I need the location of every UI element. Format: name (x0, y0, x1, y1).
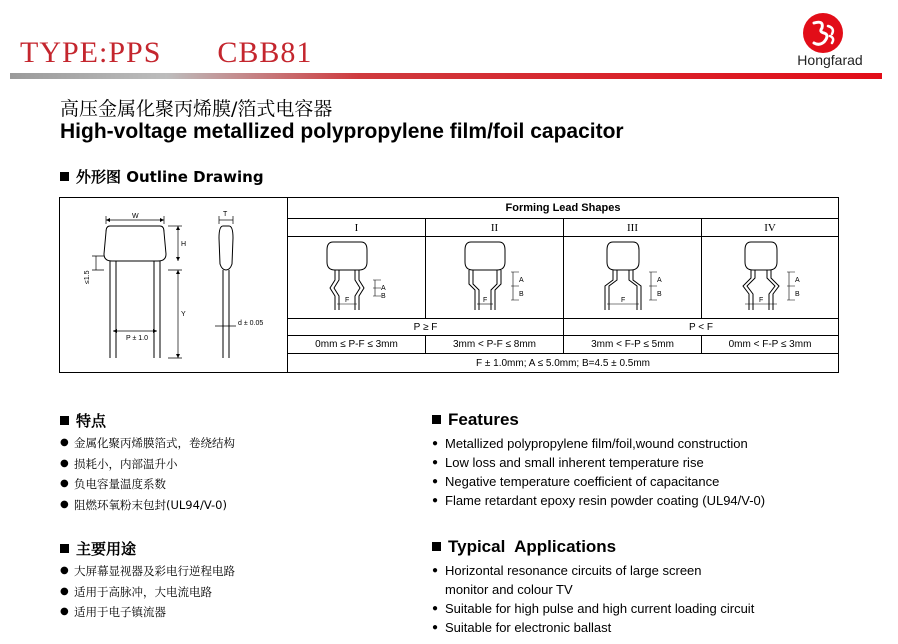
capacitor-outline-drawing (60, 198, 287, 372)
bullet-dot-icon: ● (432, 495, 439, 506)
list-item: ● 大屏幕显视器及彩电行逆程电路 (60, 561, 235, 582)
lead-shape-3 (605, 242, 657, 310)
brand-logo (782, 12, 878, 72)
list-item: ● Flame retardant epoxy resin powder coating (UL94/V-0) (432, 493, 766, 508)
label-w: W (132, 213, 139, 220)
shape-2-label-b: B (519, 291, 524, 298)
forming-lead-shape-drawings (287, 236, 838, 318)
condition-p-lt-f: P < F (563, 318, 838, 335)
shape-1-label-f: F (345, 297, 350, 304)
lead-shape-2 (465, 242, 519, 310)
list-item: ● Suitable for high pulse and high current loading circuit (432, 601, 755, 616)
bullet-dot-icon: ● (432, 565, 439, 576)
bullet-dot-icon: ● (432, 438, 439, 449)
range-2: 3mm < P-F ≤ 8mm (425, 335, 563, 353)
list-item: ● 负电容量温度系数 (60, 474, 235, 495)
table-footer-note: F ± 1.0mm; A ≤ 5.0mm; B=4.5 ± 0.5mm (287, 353, 838, 372)
brand-name: Hongfarad (797, 52, 863, 68)
applications-cn-heading-text: 主要用途 (76, 540, 137, 558)
applications-cn-list (60, 561, 235, 623)
title-chinese: 高压金属化聚丙烯膜/箔式电容器 (60, 98, 333, 120)
features-en-list (432, 434, 765, 510)
type-title (20, 36, 312, 70)
bullet-dot-icon: ● (60, 565, 69, 576)
label-lead-gap: ≤1.5 (84, 270, 91, 284)
shape-4-label-f: F (759, 297, 764, 304)
shape-label-2: II (425, 218, 563, 236)
bullet-dot-icon: ● (60, 437, 69, 448)
list-item: ● Negative temperature coefficient of capacitance (432, 474, 720, 489)
shape-1-label-a: A (381, 285, 386, 292)
square-bullet-icon (60, 172, 69, 181)
outline-drawing-heading-text: 外形图 Outline Drawing (76, 168, 264, 186)
outline-drawing-heading (60, 166, 264, 187)
forming-lead-shapes-table (287, 198, 838, 372)
bullet-dot-icon: ● (60, 498, 69, 510)
features-cn-heading-text: 特点 (76, 412, 107, 430)
square-bullet-icon (60, 416, 69, 425)
features-en-heading (432, 410, 519, 430)
bullet-dot-icon: ● (432, 622, 439, 633)
bullet-dot-icon: ● (432, 603, 439, 614)
list-item: ● 金属化聚丙烯膜箔式，卷绕结构 (60, 433, 235, 454)
shape-4-label-a: A (795, 277, 800, 284)
applications-en-heading (432, 537, 616, 557)
bullet-dot-icon: ● (60, 457, 69, 469)
brand-logo-icon (802, 12, 844, 54)
type-label: TYPE:PPS (20, 36, 162, 69)
title-english: High-voltage metallized polypropylene film/foil capacitor (60, 120, 624, 143)
shape-label-1: I (287, 218, 425, 236)
list-item: ● Suitable for electronic ballast (432, 620, 612, 635)
list-item: ● 适用于高脉冲，大电流电路 (60, 582, 235, 603)
bullet-dot-icon: ● (60, 478, 69, 489)
list-item: ● 损耗小，内部温升小 (60, 454, 235, 475)
features-cn-list (60, 433, 235, 515)
list-item: monitor and colour TV (445, 582, 573, 597)
shape-3-label-f: F (621, 297, 626, 304)
list-item: ● Horizontal resonance circuits of large screen (432, 563, 702, 578)
shape-4-label-b: B (795, 291, 800, 298)
shape-label-3: III (563, 218, 701, 236)
label-y: Y (181, 311, 186, 318)
shape-3-label-a: A (657, 277, 662, 284)
range-3: 3mm < F-P ≤ 5mm (563, 335, 701, 353)
shape-3-label-b: B (657, 291, 662, 298)
shape-2-label-a: A (519, 277, 524, 284)
shape-1-label-b: B (381, 293, 386, 300)
condition-p-ge-f: P ≥ F (287, 318, 563, 335)
list-item: ● 阻燃环氧粉末包封(UL94/V-0) (60, 495, 235, 516)
bullet-dot-icon: ● (60, 606, 69, 617)
label-t: T (223, 211, 228, 218)
shape-2-label-f: F (483, 297, 488, 304)
bullet-dot-icon: ● (432, 457, 439, 468)
list-item: ● 适用于电子镇流器 (60, 602, 235, 623)
shape-label-4: IV (701, 218, 838, 236)
list-item: ● Low loss and small inherent temperature rise (432, 455, 704, 470)
bullet-dot-icon: ● (432, 476, 439, 487)
range-4: 0mm < F-P ≤ 3mm (701, 335, 838, 353)
features-en-heading-text: Features (448, 410, 519, 429)
features-cn-heading (60, 410, 106, 431)
applications-en-list (432, 561, 754, 637)
lead-shape-4 (743, 242, 795, 310)
square-bullet-icon (432, 415, 441, 424)
square-bullet-icon (432, 542, 441, 551)
label-d: d ± 0.05 (238, 320, 264, 327)
header-divider-bar (10, 73, 882, 79)
list-item: ● Metallized polypropylene film/foil,wound construction (432, 436, 748, 451)
square-bullet-icon (60, 544, 69, 553)
range-1: 0mm ≤ P-F ≤ 3mm (287, 335, 425, 353)
label-p: P ± 1.0 (126, 335, 149, 342)
model-number: CBB81 (217, 36, 313, 69)
table-title: Forming Lead Shapes (287, 198, 838, 218)
lead-shape-1 (327, 242, 381, 310)
applications-cn-heading (60, 538, 136, 559)
bullet-dot-icon: ● (60, 585, 69, 597)
applications-en-heading-text: Typical Applications (448, 537, 617, 556)
label-h: H (181, 241, 187, 248)
